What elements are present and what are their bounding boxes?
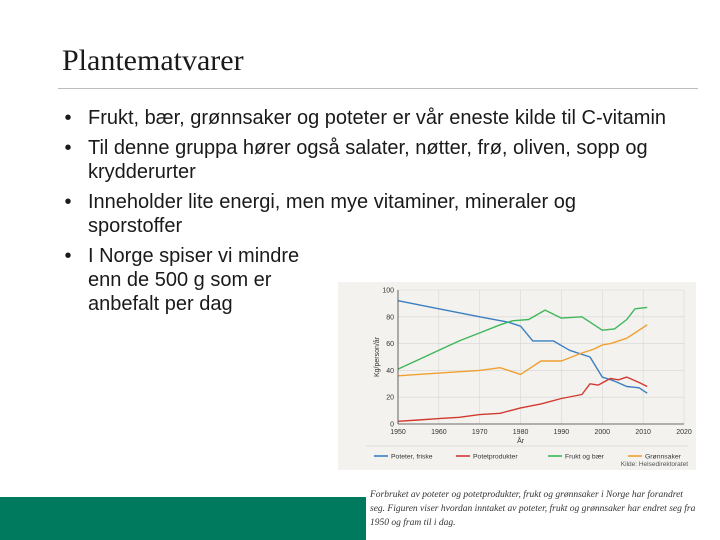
bullet-marker: • bbox=[64, 107, 72, 129]
y-tick-label: 40 bbox=[386, 367, 394, 375]
y-tick-label: 20 bbox=[386, 394, 394, 402]
x-tick-label: 1960 bbox=[431, 429, 447, 436]
consumption-figure bbox=[338, 282, 696, 470]
x-tick-label: 1980 bbox=[512, 429, 529, 436]
y-tick-label: 60 bbox=[386, 341, 394, 349]
x-tick-label: 1950 bbox=[390, 429, 406, 436]
figure-caption: Forbruket av poteter og potetprodukter, frukt og grønnsaker i Norge har forandret seg. Figuren viser hvordan inntaket av poteter, frukt og grønnsaker har endret seg fra 1950 og fram til i dag. bbox=[370, 490, 696, 528]
bullet-item bbox=[58, 190, 668, 238]
bullet-text: I Norge spiser vi mindre enn de 500 g som er anbefalt per dag bbox=[88, 245, 300, 315]
source-note: Kilde: Helsedirektoratet bbox=[620, 461, 688, 468]
y-tick-label: 0 bbox=[390, 421, 394, 429]
legend-label: Frukt og bær bbox=[565, 453, 604, 461]
x-tick-label: 1990 bbox=[553, 429, 570, 436]
consumption-chart bbox=[338, 282, 696, 470]
footer-accent-bar bbox=[0, 497, 366, 540]
y-tick-label: 100 bbox=[382, 287, 394, 295]
series-line bbox=[398, 325, 647, 376]
x-tick-label: 2000 bbox=[594, 429, 611, 436]
bullet-text: Inneholder lite energi, men mye vitaminer, mineraler og sporstoffer bbox=[88, 191, 577, 237]
bullet-marker: • bbox=[64, 137, 72, 159]
y-axis-label: Kg/person/år bbox=[374, 336, 381, 378]
bullet-item bbox=[58, 136, 668, 184]
bullet-marker: • bbox=[64, 191, 72, 213]
x-tick-label: 2010 bbox=[635, 429, 651, 436]
y-tick-label: 80 bbox=[386, 314, 394, 322]
legend-label: Potetprodukter bbox=[473, 453, 518, 461]
slide-title: Plantematvarer bbox=[62, 44, 244, 77]
legend-label: Poteter, friske bbox=[391, 453, 433, 461]
x-axis-label: År bbox=[517, 438, 525, 445]
bullet-text: Frukt, bær, grønnsaker og poteter er vår eneste kilde til C-vitamin bbox=[88, 107, 667, 129]
bullet-marker: • bbox=[64, 245, 72, 267]
bullet-text: Til denne gruppa hører også salater, nøtter, frø, oliven, sopp og krydderurter bbox=[88, 137, 648, 183]
bullet-item bbox=[58, 106, 668, 130]
title-divider bbox=[58, 88, 698, 89]
x-tick-label: 2020 bbox=[676, 429, 692, 436]
x-tick-label: 1970 bbox=[471, 429, 488, 436]
series-line bbox=[398, 377, 647, 421]
legend-label: Grønnsaker bbox=[645, 453, 681, 461]
